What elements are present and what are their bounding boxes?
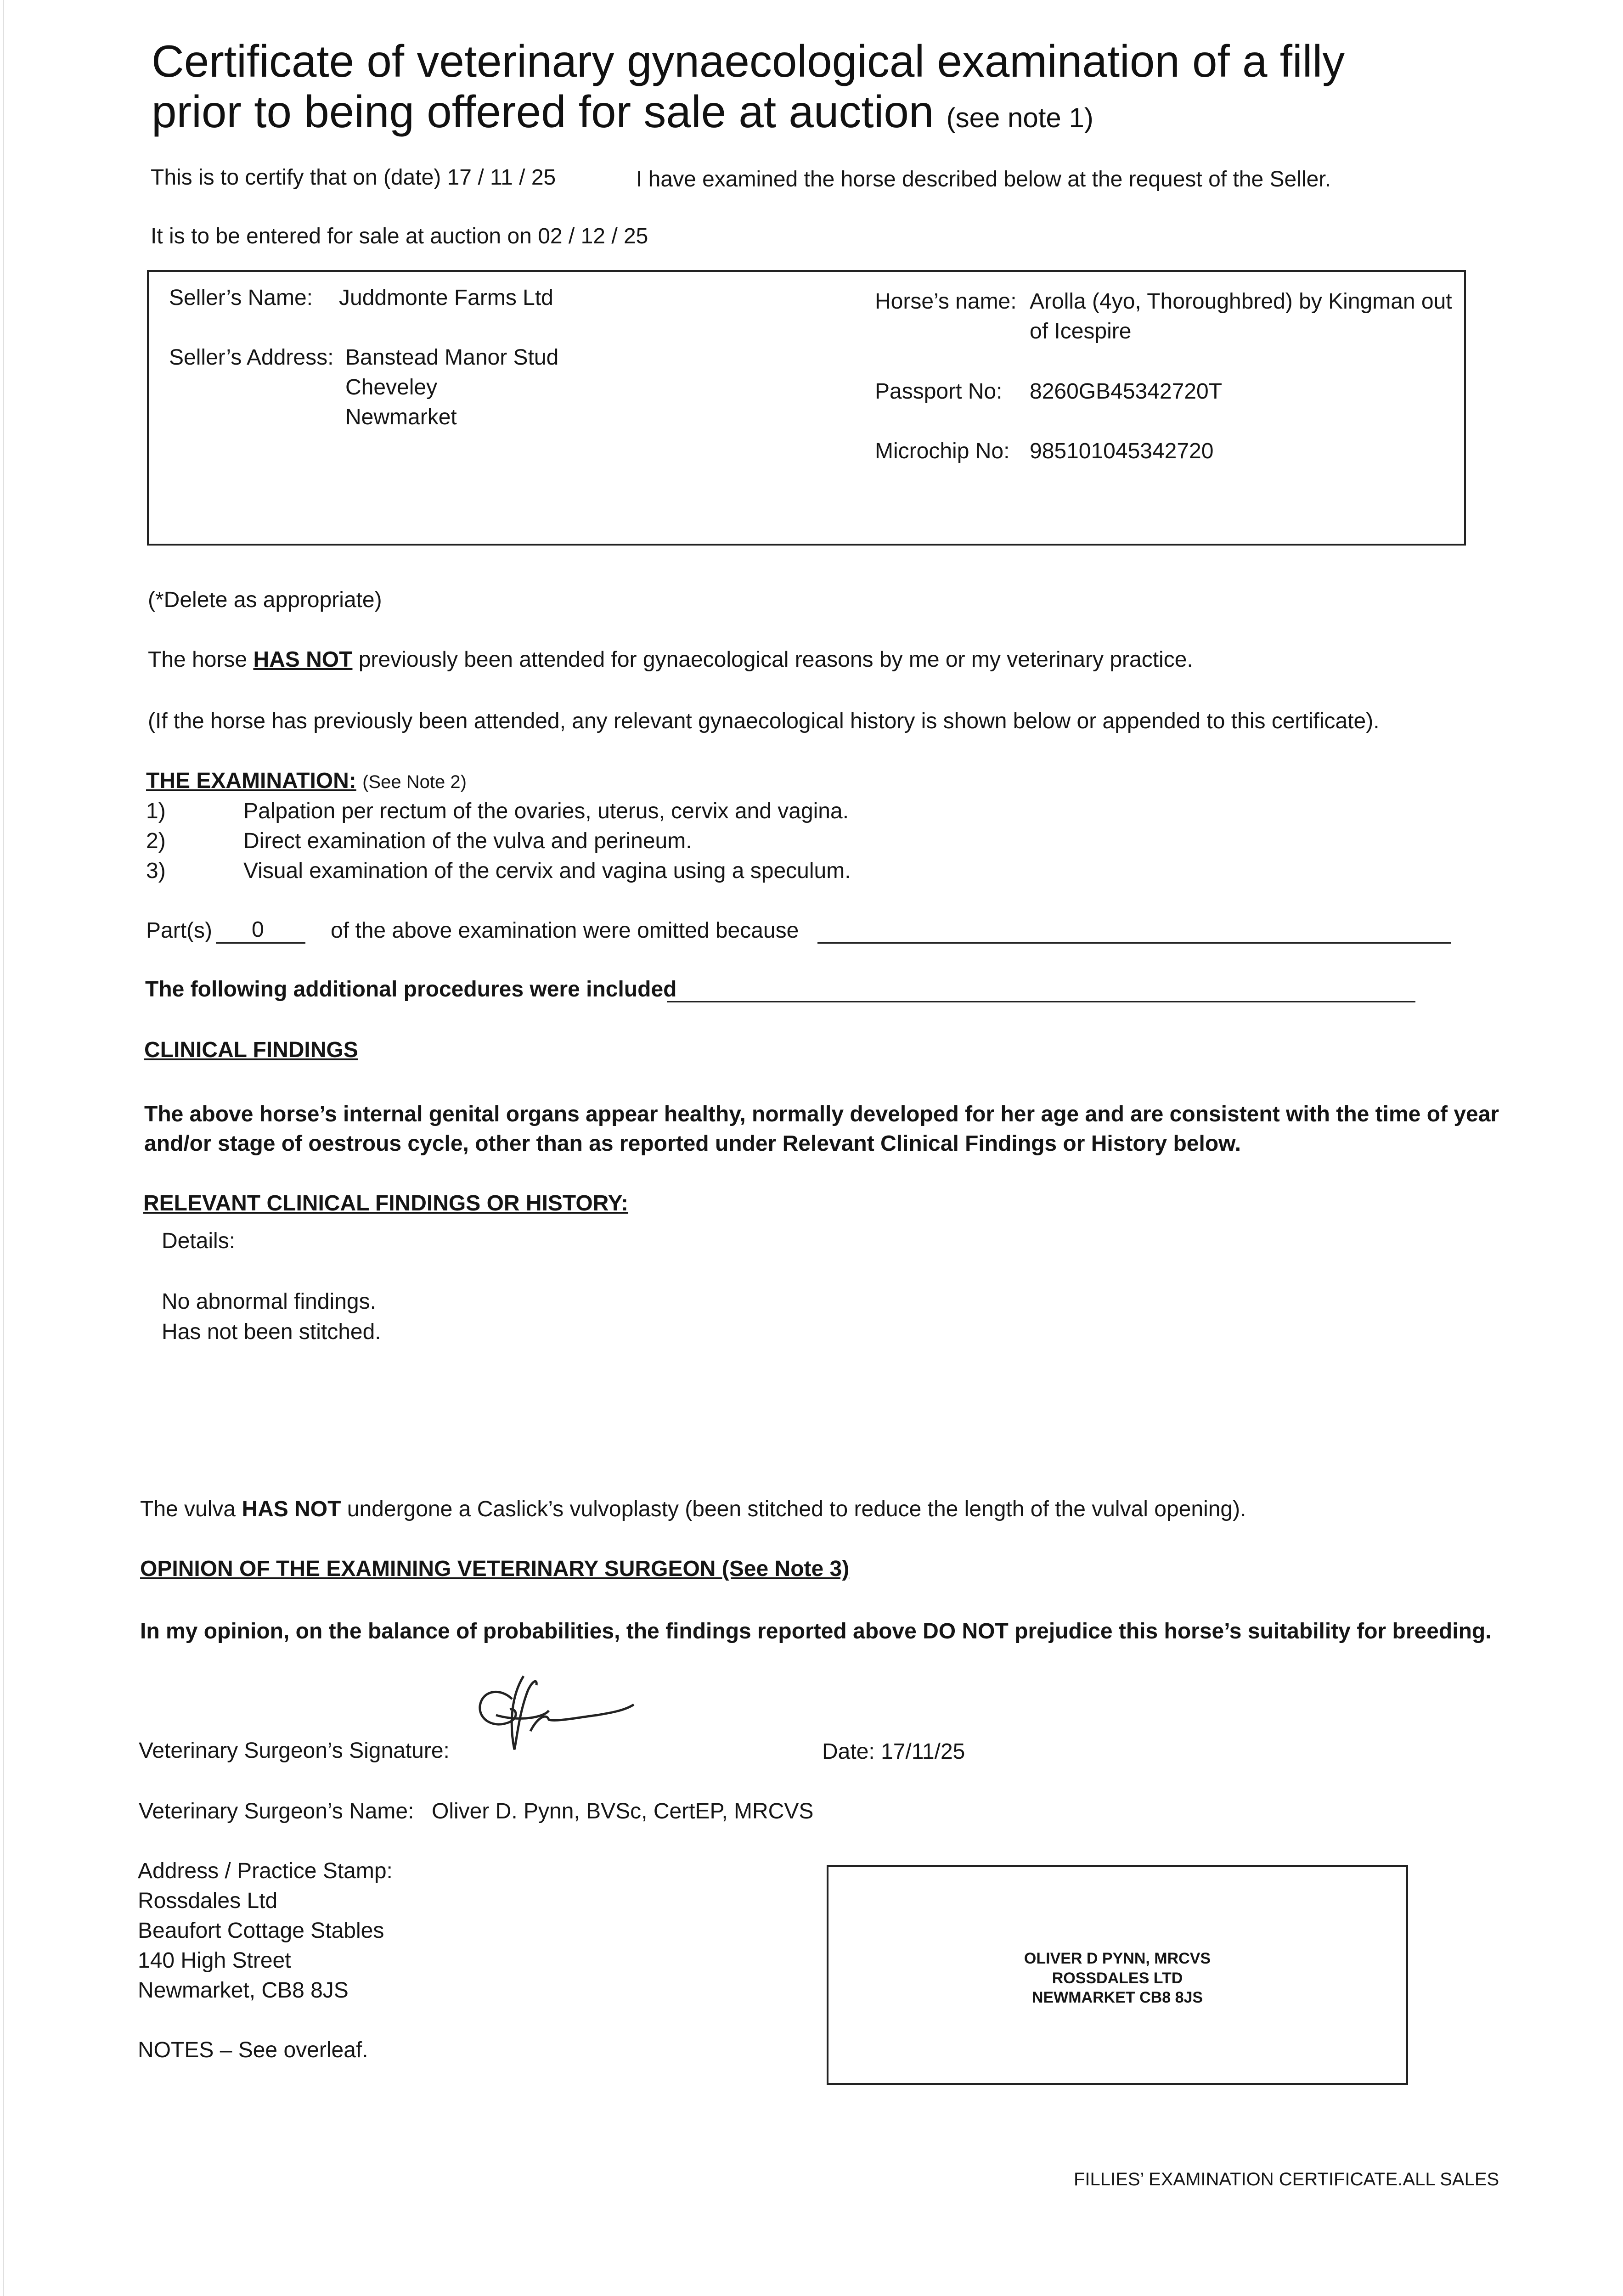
horse-name-label: Horse’s name: [875, 289, 1017, 314]
stamp-line-1: OLIVER D PYNN, MRCVS [1024, 1950, 1211, 1967]
examination-heading [146, 768, 467, 794]
attended-statement [148, 647, 1193, 673]
passport-label: Passport No: [875, 379, 1003, 404]
examination-item-2 [146, 828, 692, 855]
title-line-2 [152, 87, 1093, 137]
examination-item-3-text: Visual examination of the cervix and vagina using a speculum. [243, 859, 851, 883]
address-line-1: Rossdales Ltd [138, 1889, 278, 1913]
attended-emphasis: HAS NOT [253, 647, 353, 672]
surgeon-name-label: Veterinary Surgeon’s Name: [139, 1799, 414, 1823]
attended-suffix: previously been attended for gynaecological reasons by me or my veterinary practice. [352, 647, 1193, 672]
vulva-statement [140, 1496, 1246, 1523]
vulva-suffix: undergone a Caslick’s vulvoplasty (been stitched to reduce the length of the vulval opening). [341, 1497, 1246, 1521]
scan-edge-line [3, 0, 4, 2296]
details-line-2: Has not been stitched. [162, 1320, 381, 1344]
omitted-value: 0 [252, 917, 264, 942]
vulva-emphasis: HAS NOT [242, 1497, 341, 1521]
vulva-prefix: The vulva [140, 1497, 242, 1521]
relevant-findings-heading: RELEVANT CLINICAL FINDINGS OR HISTORY: [143, 1191, 629, 1216]
footer-label: FILLIES’ EXAMINATION CERTIFICATE.ALL SALES [1074, 2169, 1499, 2189]
examination-item-1 [146, 798, 849, 825]
seller-address-line-3: Newmarket [345, 405, 457, 429]
notes-overleaf: NOTES – See overleaf. [138, 2038, 368, 2062]
clinical-statement-line-1: The above horse’s internal genital organs appear healthy, normally developed for her age and are consistent with the time of year [144, 1102, 1499, 1126]
omitted-suffix: of the above examination were omitted because [331, 918, 799, 943]
surgeon-name-value: Oliver D. Pynn, BVSc, CertEP, MRCVS [432, 1799, 814, 1823]
seller-address-line-2: Cheveley [345, 375, 438, 400]
examination-item-2-text: Direct examination of the vulva and perineum. [243, 829, 692, 853]
handwritten-signature [468, 1671, 638, 1754]
examination-item-1-num: 1) [146, 799, 166, 823]
omitted-prefix: Part(s) [146, 918, 212, 943]
certify-request-text: I have examined the horse described below at the request of the Seller. [636, 167, 1331, 191]
clinical-findings-heading: CLINICAL FINDINGS [144, 1038, 358, 1062]
address-label: Address / Practice Stamp: [138, 1859, 393, 1883]
opinion-heading: OPINION OF THE EXAMINING VETERINARY SURGEON (See Note 3) [140, 1557, 850, 1581]
address-line-4: Newmarket, CB8 8JS [138, 1978, 349, 2003]
passport-value: 8260GB45342720T [1030, 379, 1223, 404]
auction-date-text: It is to be entered for sale at auction on 02 / 12 / 25 [151, 224, 648, 248]
stamp-line-2: ROSSDALES LTD [1052, 1969, 1183, 1987]
details-label: Details: [162, 1229, 236, 1253]
seller-address-line-1: Banstead Manor Stud [345, 345, 559, 370]
microchip-label: Microchip No: [875, 439, 1010, 463]
examination-item-2-num: 2) [146, 829, 166, 853]
signature-label: Veterinary Surgeon’s Signature: [139, 1739, 450, 1763]
examination-item-3-num: 3) [146, 859, 166, 883]
address-line-2: Beaufort Cottage Stables [138, 1919, 384, 1943]
details-line-1: No abnormal findings. [162, 1289, 376, 1314]
attended-prefix: The horse [148, 647, 254, 672]
horse-name-line-1: Arolla (4yo, Thoroughbred) by Kingman out [1030, 289, 1452, 314]
horse-name-line-2: of Icespire [1030, 319, 1132, 343]
title-line-2-text: prior to being offered for sale at auction [152, 86, 934, 137]
practice-stamp [827, 1949, 1408, 2008]
additional-procedures-line [667, 1001, 1415, 1002]
seller-name-label: Seller’s Name: [169, 286, 313, 310]
omitted-reason-line [817, 942, 1451, 944]
delete-note: (*Delete as appropriate) [148, 588, 382, 612]
opinion-statement: In my opinion, on the balance of probabilities, the findings reported above DO NOT prejudice this horse’s suitability for breeding. [140, 1619, 1492, 1643]
seller-name-value: Juddmonte Farms Ltd [339, 286, 553, 310]
examination-item-1-text: Palpation per rectum of the ovaries, uterus, cervix and vagina. [243, 799, 849, 823]
microchip-value: 985101045342720 [1030, 439, 1214, 463]
address-line-3: 140 High Street [138, 1948, 291, 1973]
history-note: (If the horse has previously been attended, any relevant gynaecological history is shown below or appended to this certificate). [148, 709, 1380, 733]
additional-procedures: The following additional procedures were included [145, 977, 677, 1002]
title-note: (see note 1) [946, 102, 1093, 133]
seller-address-label: Seller’s Address: [169, 345, 334, 370]
clinical-statement-line-2: and/or stage of oestrous cycle, other than as reported under Relevant Clinical Findings or History below. [144, 1131, 1241, 1156]
examination-heading-text: THE EXAMINATION: [146, 769, 356, 793]
title-line-1: Certificate of veterinary gynaecological examination of a filly [152, 36, 1345, 86]
stamp-line-3: NEWMARKET CB8 8JS [1031, 1989, 1203, 2006]
examination-note: (See Note 2) [362, 772, 467, 792]
signature-date: Date: 17/11/25 [822, 1739, 965, 1764]
certify-date-text: This is to certify that on (date) 17 / 11 / 25 [151, 165, 556, 190]
examination-item-3 [146, 858, 851, 884]
